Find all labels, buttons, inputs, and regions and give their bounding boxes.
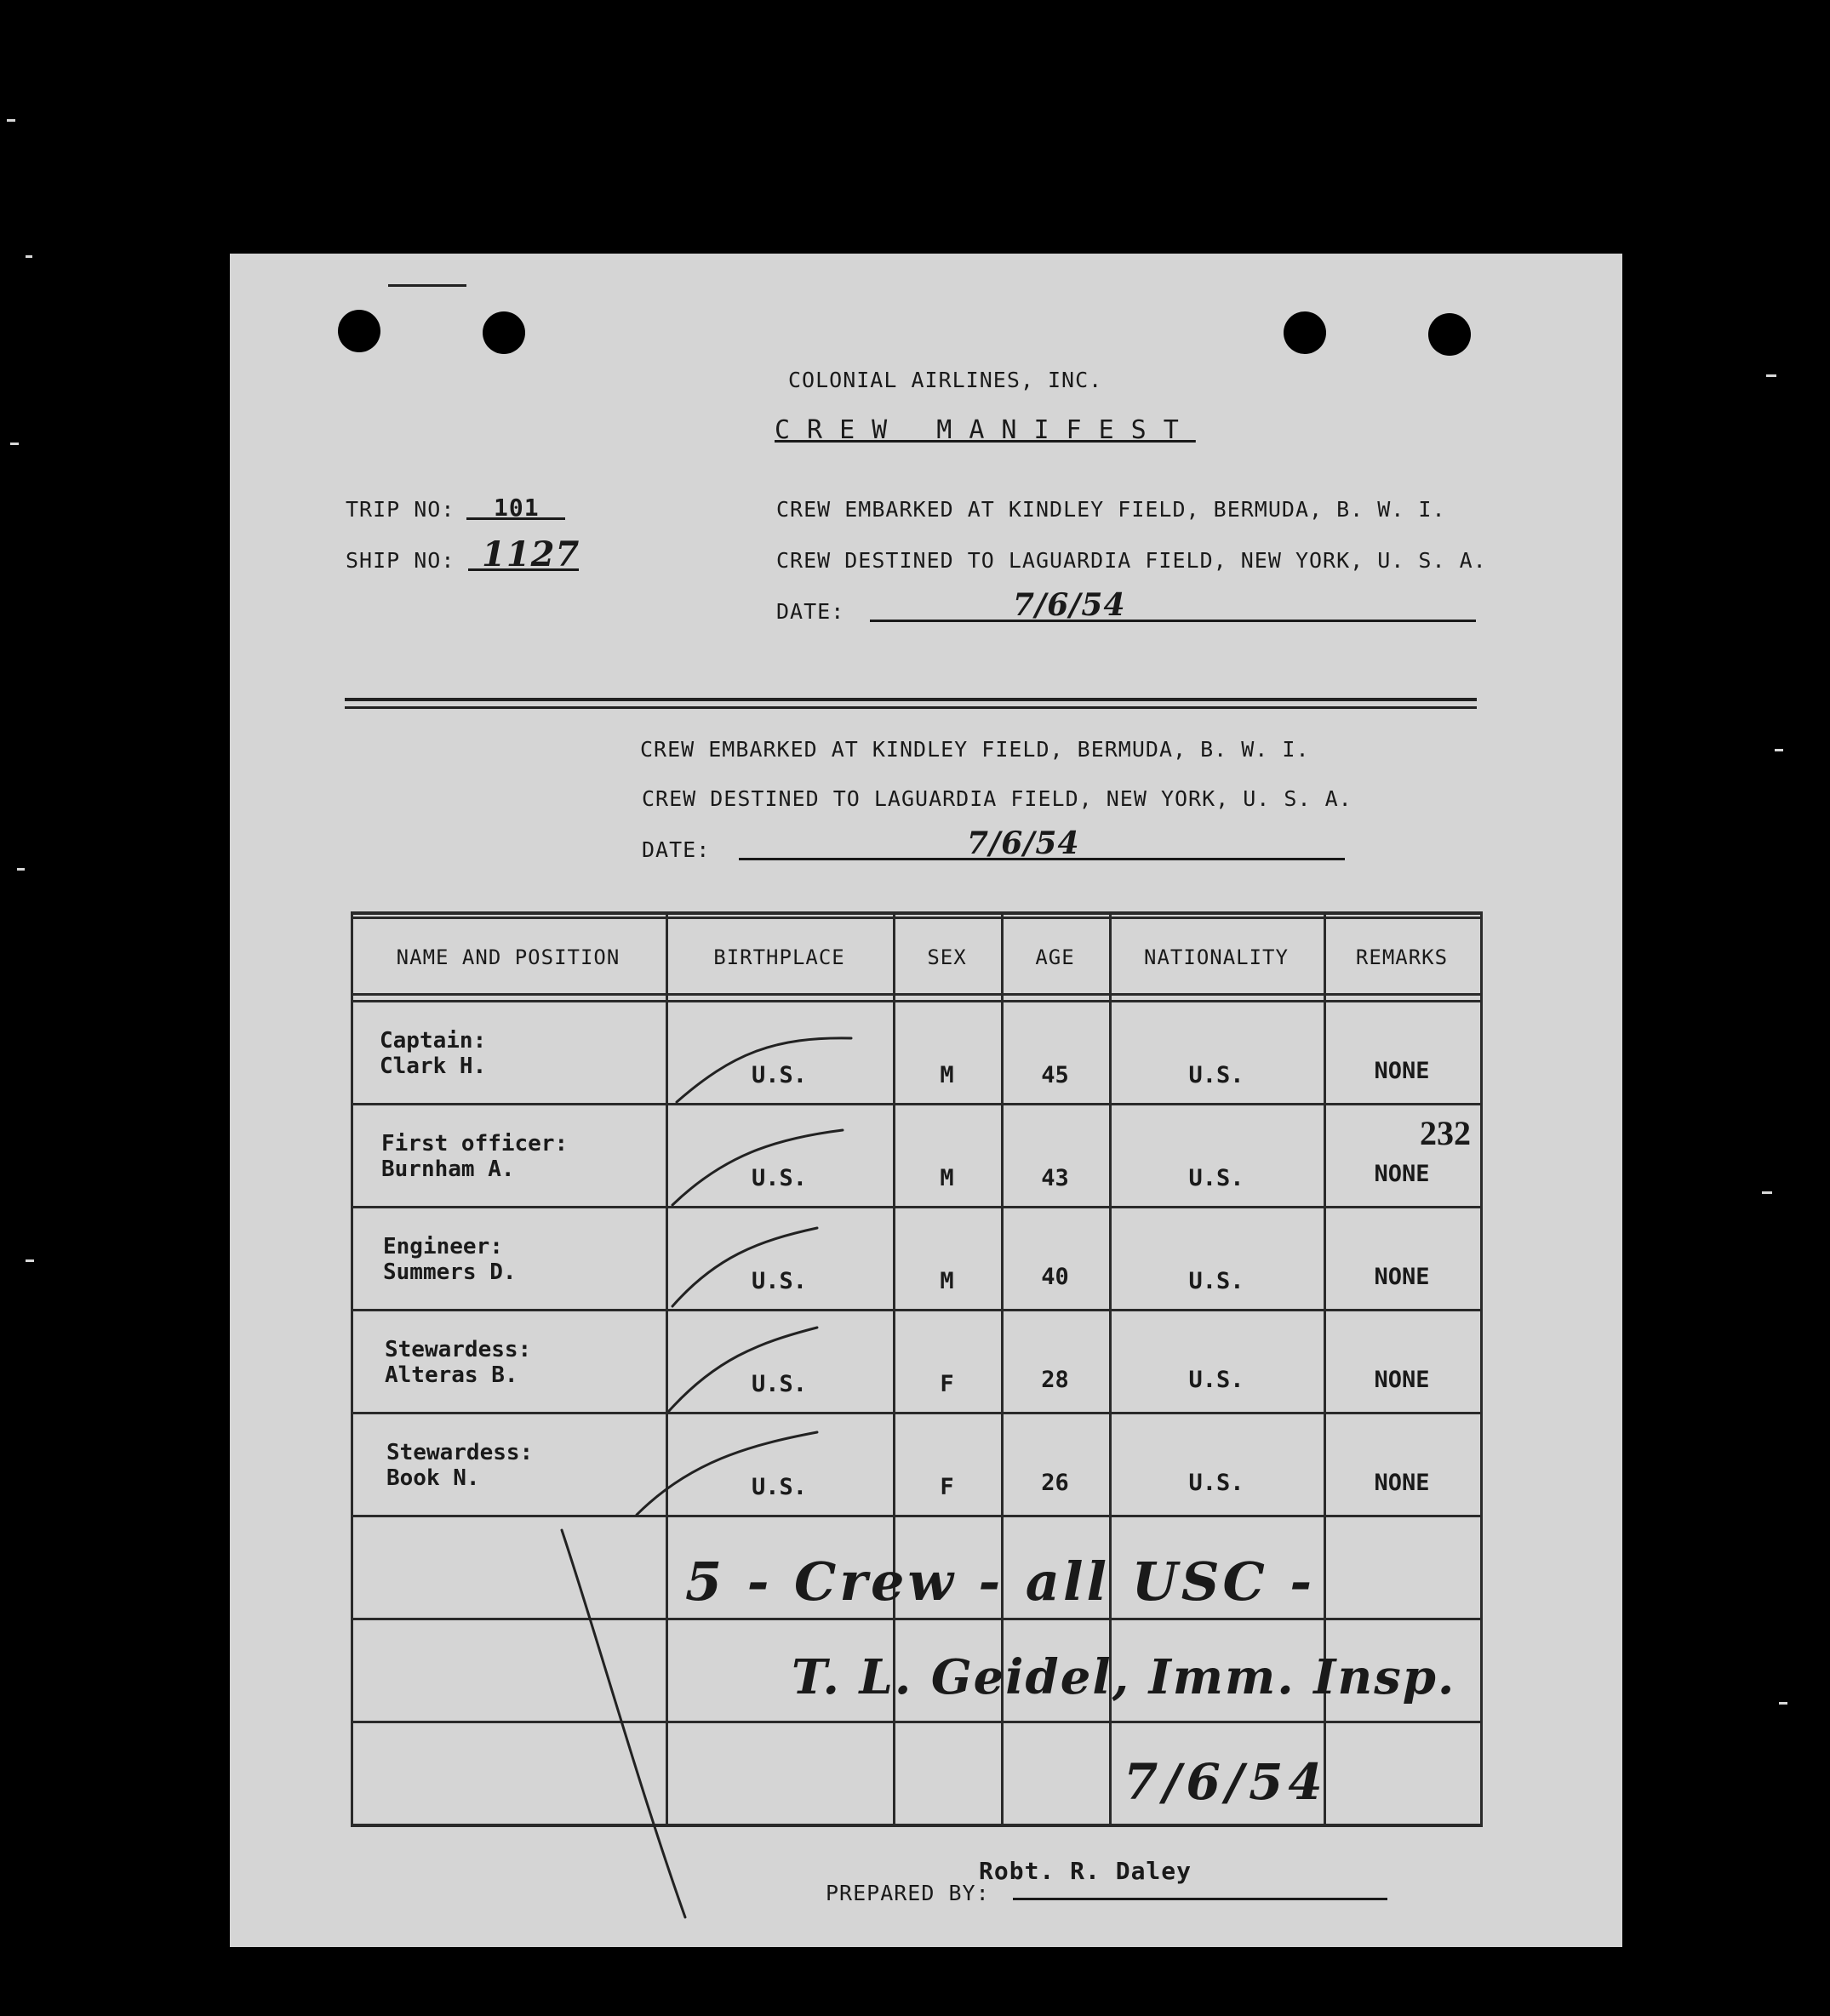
birthplace-cell: U.S. [751,1474,808,1500]
sex-cell: M [940,1165,954,1191]
header-destined: CREW DESTINED TO LAGUARDIA FIELD, NEW YORK, U. S. A. [776,548,1487,573]
age-cell: 43 [1041,1165,1069,1191]
check-mark [669,1328,817,1411]
form-title: CREW MANIFEST [775,415,1196,445]
prepared-by-underline [1013,1898,1387,1900]
scan-speck [17,868,25,871]
scan-speck [1775,749,1783,751]
column-header-name: NAME AND POSITION [396,945,620,969]
age-cell: 26 [1041,1470,1069,1496]
trip-number: 101 [494,494,540,522]
column-header-age: AGE [1035,945,1075,969]
column-header-sex: SEX [927,945,967,969]
birthplace-cell: U.S. [751,1268,808,1294]
stamped-number: 232 [1420,1114,1471,1152]
ship-label: SHIP NO: [346,548,455,573]
section-embarked: CREW EMBARKED AT KINDLEY FIELD, BERMUDA, B. W. I. [640,737,1310,762]
crew-position: Stewardess: [386,1440,534,1465]
remarks-cell: NONE [1374,1470,1430,1496]
annotation-crew-count: 5 - Crew - all USC - [685,1551,1316,1613]
check-mark [672,1228,817,1306]
scan-speck [10,443,19,445]
header-date: 7/6/54 [1013,587,1126,623]
crew-name: Alteras B. [385,1362,518,1388]
annotation-date: 7/6/54 [1124,1753,1328,1811]
birthplace-cell: U.S. [751,1371,808,1397]
crew-position: Engineer: [383,1234,503,1259]
sex-cell: F [940,1474,954,1500]
inspector-signature: T. L. Geidel, Imm. Insp. [792,1649,1456,1705]
section-date-label: DATE: [642,837,711,862]
age-cell: 45 [1041,1062,1069,1088]
crew-position: First officer: [381,1131,569,1156]
nationality-cell: U.S. [1188,1470,1244,1496]
scan-speck [7,119,15,122]
manifest-page [230,254,1622,1947]
header-embarked: CREW EMBARKED AT KINDLEY FIELD, BERMUDA, B. W. I. [776,497,1446,522]
column-header-nationality: NATIONALITY [1144,945,1289,969]
check-mark [677,1038,851,1102]
nationality-cell: U.S. [1188,1367,1244,1393]
prepared-by-name: Robt. R. Daley [979,1857,1192,1885]
check-mark [637,1432,817,1515]
column-header-remarks: REMARKS [1355,945,1449,969]
scan-speck [26,255,32,258]
crew-position: Captain: [380,1028,487,1054]
age-cell: 28 [1041,1367,1069,1393]
company-name: COLONIAL AIRLINES, INC. [788,368,1103,392]
crew-name: Book N. [386,1465,480,1491]
crew-name: Summers D. [383,1259,517,1285]
remarks-cell: NONE [1374,1367,1430,1393]
birthplace-cell: U.S. [751,1165,808,1191]
remarks-cell: NONE [1374,1058,1430,1084]
crew-position: Stewardess: [385,1337,532,1362]
scan-speck [26,1259,34,1262]
sex-cell: F [940,1371,954,1397]
header-date-label: DATE: [776,599,845,624]
sex-cell: M [940,1062,954,1088]
trip-label: TRIP NO: [346,497,455,522]
age-cell: 40 [1041,1264,1069,1290]
nationality-cell: U.S. [1188,1165,1244,1191]
check-mark [672,1130,843,1205]
ship-number: 1127 [482,534,580,574]
section-destined: CREW DESTINED TO LAGUARDIA FIELD, NEW YORK, U. S. A. [642,786,1352,811]
sex-cell: M [940,1268,954,1294]
scan-speck [1766,374,1776,377]
column-header-birthplace: BIRTHPLACE [713,945,845,969]
remarks-cell: NONE [1374,1161,1430,1187]
nationality-cell: U.S. [1188,1062,1244,1088]
remarks-cell: NONE [1374,1264,1430,1290]
scan-speck [1779,1702,1787,1705]
scan-speck [1762,1191,1772,1194]
section-date: 7/6/54 [967,825,1080,861]
birthplace-cell: U.S. [751,1062,808,1088]
nationality-cell: U.S. [1188,1268,1244,1294]
prepared-by-label: PREPARED BY: [826,1881,990,1905]
slash-mark [562,1530,685,1917]
crew-name: Burnham A. [381,1156,515,1182]
crew-name: Clark H. [380,1054,487,1079]
